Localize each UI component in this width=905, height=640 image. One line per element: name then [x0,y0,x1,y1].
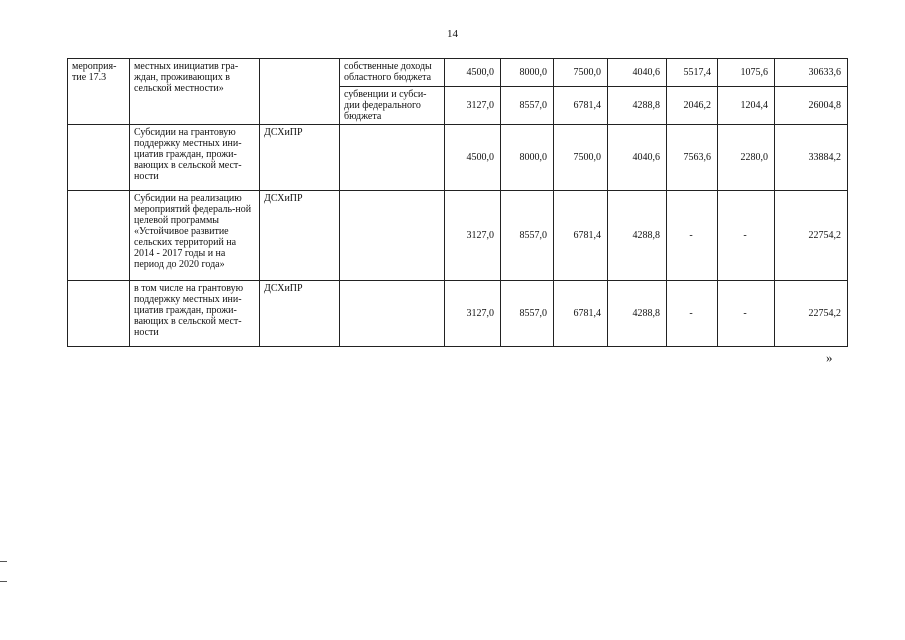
total-value-cell: 33884,2 [775,125,848,191]
value-cell: 1075,6 [718,59,775,87]
funding-source-cell [340,281,445,347]
value-cell: 6781,4 [554,281,608,347]
table-row [68,59,848,87]
value-cell: 3127,0 [445,191,501,281]
event-name-cell: Субсидии на реализацию мероприятий федераль-ной целевой программы «Устойчивое развитие сельских территорий на 2014 - 2017 годы и на период до 2020 года» [130,191,260,281]
executor-cell: ДСХиПР [260,191,340,281]
total-value-cell: 22754,2 [775,191,848,281]
value-cell: - [667,191,718,281]
funding-source-cell: субвенции и субси-дии федерального бюджета [340,87,445,125]
value-cell: 4500,0 [445,59,501,87]
value-cell: 8000,0 [501,59,554,87]
value-cell: 6781,4 [554,191,608,281]
value-cell: 2280,0 [718,125,775,191]
total-value-cell: 22754,2 [775,281,848,347]
event-name-cell: в том числе на грантовую поддержку местных ини-циатив граждан, прожи-вающих в сельской мест-ности [130,281,260,347]
margin-mark [0,561,7,562]
event-label-cell [68,191,130,281]
event-name-cell: Субсидии на грантовую поддержку местных ини-циатив граждан, прожи-вающих в сельской мест-ности [130,125,260,191]
event-label-cell [68,125,130,191]
page-number: 14 [447,28,458,40]
total-value-cell: 26004,8 [775,87,848,125]
value-cell: 7500,0 [554,125,608,191]
value-cell: 3127,0 [445,281,501,347]
value-cell: 4500,0 [445,125,501,191]
table-row [68,125,848,191]
executor-cell [260,59,340,125]
budget-table [67,58,848,347]
executor-cell: ДСХиПР [260,281,340,347]
funding-source-cell [340,191,445,281]
funding-source-cell [340,125,445,191]
value-cell: 8557,0 [501,87,554,125]
value-cell: - [718,281,775,347]
funding-source-cell: собственные доходы областного бюджета [340,59,445,87]
value-cell: 8557,0 [501,191,554,281]
value-cell: 8000,0 [501,125,554,191]
value-cell: 3127,0 [445,87,501,125]
value-cell: 8557,0 [501,281,554,347]
value-cell: 7563,6 [667,125,718,191]
event-label-cell [68,281,130,347]
table-row [68,191,848,281]
margin-mark [0,581,7,582]
executor-cell: ДСХиПР [260,125,340,191]
value-cell: 2046,2 [667,87,718,125]
closing-quote: » [826,350,833,365]
value-cell: 1204,4 [718,87,775,125]
value-cell: 4288,8 [608,87,667,125]
table-row [68,281,848,347]
event-name-cell: местных инициатив гра-ждан, проживающих в сельской местности» [130,59,260,125]
total-value-cell: 30633,6 [775,59,848,87]
value-cell: 7500,0 [554,59,608,87]
value-cell: 4288,8 [608,281,667,347]
value-cell: 4288,8 [608,191,667,281]
value-cell: 5517,4 [667,59,718,87]
value-cell: 4040,6 [608,59,667,87]
value-cell: 4040,6 [608,125,667,191]
event-label-cell: мероприя-тие 17.3 [68,59,130,125]
value-cell: - [667,281,718,347]
value-cell: 6781,4 [554,87,608,125]
value-cell: - [718,191,775,281]
